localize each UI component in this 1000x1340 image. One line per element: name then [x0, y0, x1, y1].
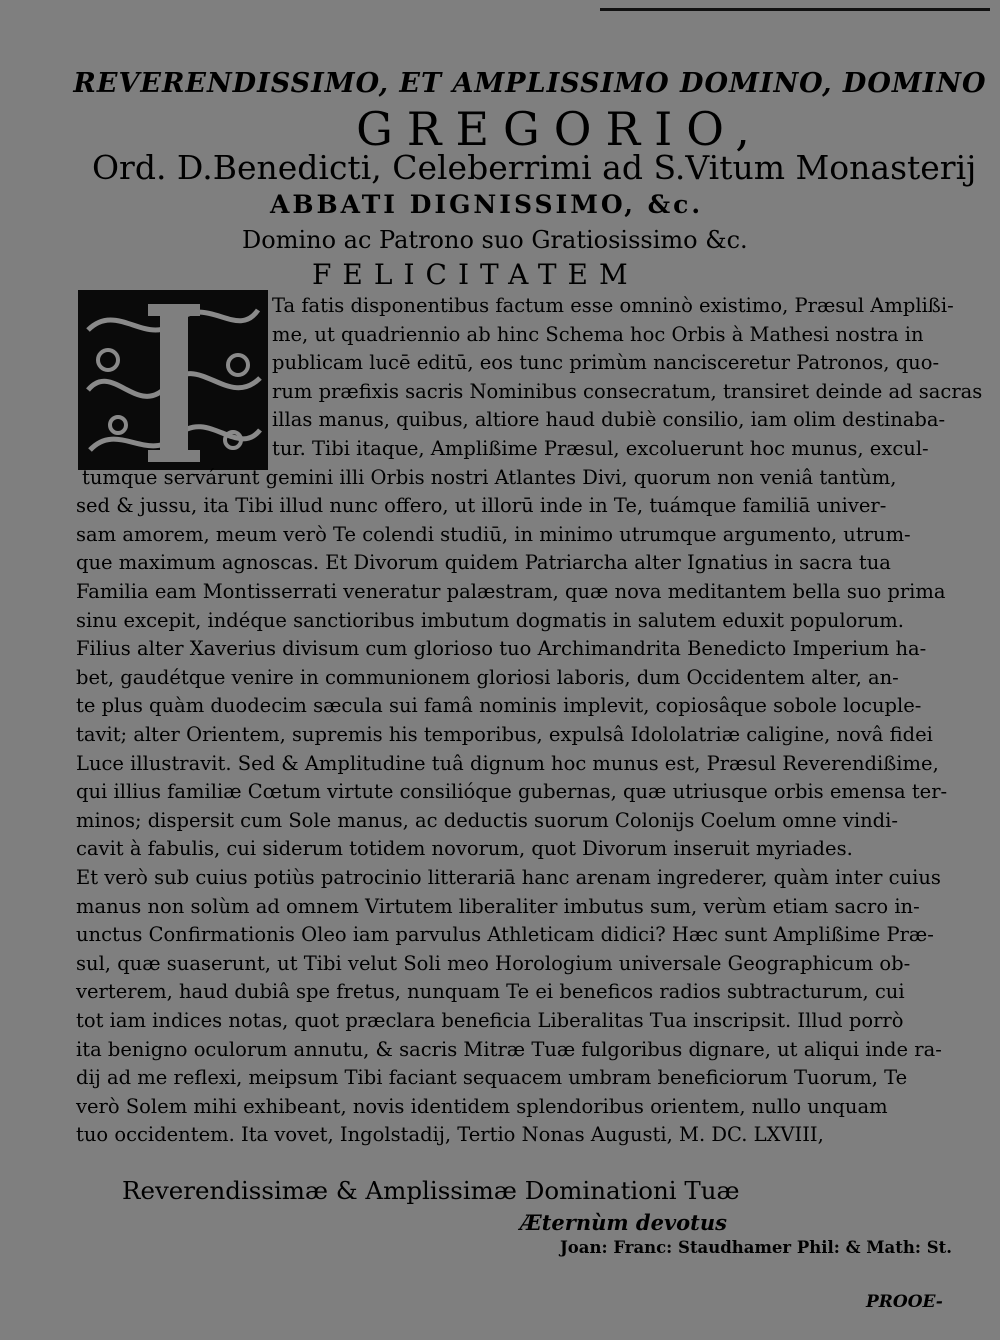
body-line: sinu excepit, indéque sanctioribus imbutum dogmatis in salutem eduxit populorum.	[76, 608, 904, 632]
body-line: sul, quæ suaserunt, ut Tibi velut Soli meo Horologium universale Geographicum ob-	[76, 951, 911, 975]
body-line: bet, gaudétque venire in communionem gloriosi laboris, dum Occidentem alter, an-	[76, 665, 899, 689]
body-line: Filius alter Xaverius divisum cum glorioso tuo Archimandrita Benedicto Imperium ha-	[76, 637, 927, 661]
dedication-heading-greeting: FELICITATEM	[312, 258, 639, 291]
body-line: cavit à fabulis, cui siderum totidem novorum, quot Divorum inseruit myriades.	[76, 837, 853, 861]
body-line: sed & jussu, ita Tibi illud nunc offero, ut illorū inde in Te, tuámque familiā univer-	[76, 494, 887, 518]
body-line: que maximum agnoscas. Et Divorum quidem Patriarcha alter Ignatius in sacra tua	[76, 551, 891, 575]
author-signature: Joan: Franc: Staudhamer Phil: & Math: St.	[560, 1238, 952, 1257]
body-line: dij ad me reflexi, meipsum Tibi faciant sequacem umbram beneficiorum Tuorum, Te	[76, 1066, 908, 1090]
ornament-image	[78, 290, 268, 470]
body-line: tot iam indices notas, quot præclara beneficia Liberalitas Tua inscripsit. Illud porrò	[76, 1009, 904, 1032]
body-line: publicam lucē editū, eos tunc primùm nancisceretur Patronos, quo-	[272, 351, 940, 375]
body-line: tumque servárunt gemini illi Orbis nostri Atlantes Divi, quorum non veniâ tantùm,	[82, 465, 897, 489]
body-line: Ta fatis disponentibus factum esse omninò existimo, Præsul Amplißi-	[272, 294, 954, 317]
dedication-heading-title: ABBATI DIGNISSIMO, &c.	[270, 190, 704, 219]
body-line: tavit; alter Orientem, supremis his temporibus, expulsâ Idololatriæ caligine, novâ fidei	[76, 723, 933, 746]
body-line: sam amorem, meum verò Te colendi studiū, in minimo utrumque argumento, utrum-	[76, 522, 911, 546]
body-line: tur. Tibi itaque, Amplißime Præsul, excoluerunt hoc munus, excul-	[272, 437, 929, 460]
dedication-heading-patron: Domino ac Patrono suo Gratiosissimo &c.	[242, 226, 748, 254]
body-line: illas manus, quibus, altiore haud dubiè consilio, iam olim destinaba-	[272, 408, 946, 432]
body-line: tuo occidentem. Ita vovet, Ingolstadij, Tertio Nonas Augusti, M. DC. LXVIII,	[76, 1123, 824, 1147]
catchword: PROOE-	[866, 1292, 943, 1312]
body-line: ita benigno oculorum annutu, & sacris Mitræ Tuæ fulgoribus dignare, ut aliqui inde ra-	[76, 1037, 942, 1061]
closing-salutation: Reverendissimæ & Amplissimæ Dominationi Tuæ	[122, 1176, 740, 1205]
body-line: me, ut quadriennio ab hinc Schema hoc Orbis à Mathesi nostra in	[272, 322, 924, 346]
decorated-initial-I	[78, 290, 268, 470]
body-line: te plus quàm duodecim sæcula sui famâ nominis implevit, copiosâque sobole locuple-	[76, 694, 922, 718]
body-line: Familia eam Montisserrati veneratur palæstram, quæ nova meditantem bella suo prima	[76, 580, 946, 603]
body-line: minos; dispersit cum Sole manus, ac deductis suorum Colonijs Coelum omne vindi-	[76, 808, 898, 832]
closing-devotion: Æternùm devotus	[520, 1210, 727, 1235]
dedication-heading-line1: REVERENDISSIMO, ET AMPLISSIMO DOMINO, DOMINO	[73, 68, 987, 99]
body-line: verterem, haud dubiâ spe fretus, nunquam Te ei beneficos radios subtracturum, cui	[76, 980, 905, 1004]
body-line: rum præfixis sacris Nominibus consecratum, transiret deinde ad sacras	[272, 379, 983, 403]
body-line: qui illius familiæ Cœtum virtute consilióque gubernas, quæ utriusque orbis emensa ter-	[76, 780, 948, 804]
dedication-heading-order: Ord. D.Benedicti, Celeberrimi ad S.Vitum Monasterij	[92, 148, 977, 187]
body-line: unctus Confirmationis Oleo iam parvulus Athleticam didici? Hæc sunt Amplißime Præ-	[76, 923, 934, 947]
body-line: Et verò sub cuius potiùs patrocinio litterariā hanc arenam ingrederer, quàm inter cuius	[76, 866, 941, 889]
dedication-heading-name: GREGORIO,	[356, 102, 764, 156]
body-line: Luce illustravit. Sed & Amplitudine tuâ dignum hoc munus est, Præsul Reverendißime,	[76, 751, 939, 775]
top-rule	[600, 8, 990, 11]
body-line: manus non solùm ad omnem Virtutem liberaliter imbutus sum, verùm etiam sacro in-	[76, 894, 920, 918]
body-line: verò Solem mihi exhibeant, novis identidem splendoribus orientem, nullo unquam	[76, 1094, 888, 1118]
